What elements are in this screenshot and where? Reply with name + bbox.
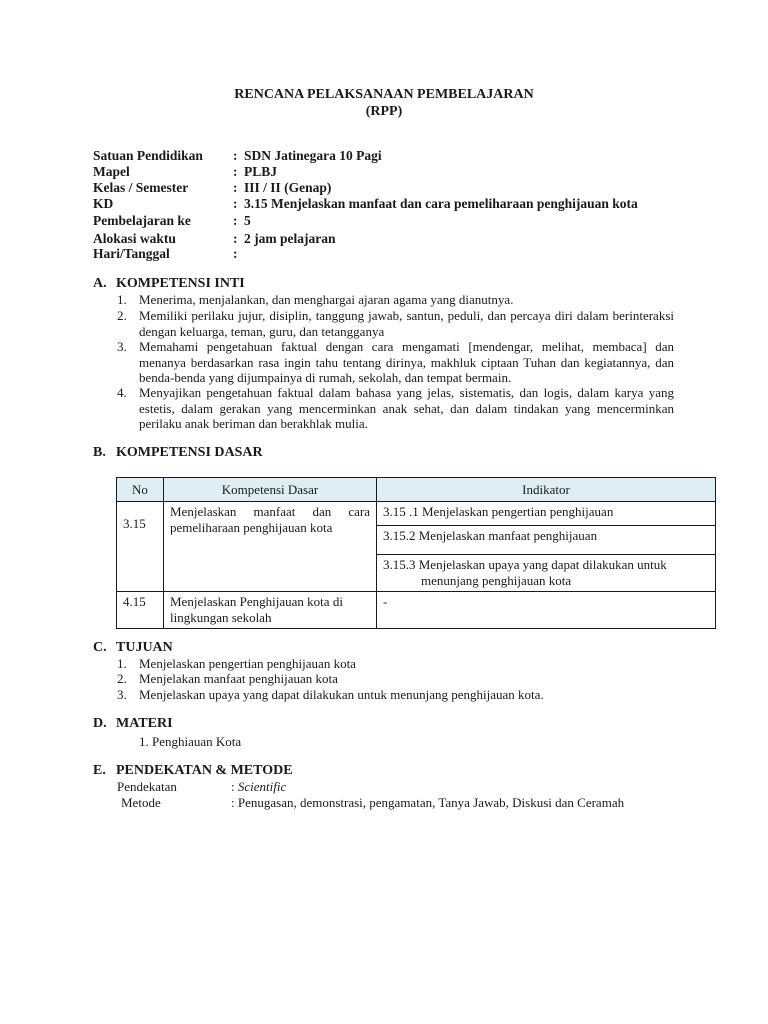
table-cell-no: 4.15 (117, 592, 164, 629)
section-e-heading (93, 763, 293, 779)
kompetensi-dasar-table (116, 477, 716, 629)
materi-item: 1. Penghiauan Kota (139, 734, 242, 749)
list-number: 4. (117, 385, 127, 400)
pendekatan-value (231, 779, 286, 795)
identity-colon: : (233, 231, 238, 246)
list-item: Menjelaskan upaya yang dapat dilakukan untuk menunjang penghijauan kota. (139, 687, 544, 702)
list-item: Menyajikan pengetahuan faktual dalam bahasa yang jelas, sistematis, dan logis, dalam karya yang estetis, dalam gerakan yang mencerminkan anak sehat, dan dalam tindakan yang mencerminkan perilaku anak beriman dan berakhlak mulia. (139, 385, 674, 431)
section-c-heading (93, 640, 173, 656)
list-number: 2. (117, 308, 127, 323)
list-number: 3. (117, 687, 127, 702)
identity-value: 3.15 Menjelaskan manfaat dan cara pemeliharaan penghijauan kota (244, 196, 638, 211)
section-a-heading (93, 276, 245, 292)
identity-value: 2 jam pelajaran (244, 231, 336, 246)
identity-colon: : (233, 148, 238, 163)
table-cell-indicator: 3.15.2 Menjelaskan manfaat penghijauan (377, 526, 716, 555)
identity-value: 5 (244, 213, 251, 228)
section-letter: A. (93, 276, 107, 291)
identity-colon: : (233, 213, 238, 228)
identity-label: KD (93, 196, 114, 211)
document-subtitle: (RPP) (365, 104, 403, 119)
section-b-heading (93, 445, 263, 461)
identity-label: Mapel (93, 164, 130, 179)
identity-colon: : (233, 196, 238, 211)
section-letter: C. (93, 640, 107, 655)
table-header-cell: Indikator (377, 478, 716, 502)
pendekatan-value-text: : Scientific (231, 779, 287, 794)
identity-label: Hari/Tanggal (93, 246, 170, 261)
table-row (117, 592, 716, 629)
identity-label: Satuan Pendidikan (93, 148, 203, 163)
section-title: KOMPETENSI DASAR (116, 445, 263, 460)
list-item: Menjelakan manfaat penghijauan kota (139, 671, 338, 686)
table-header-row (117, 478, 716, 502)
table-cell-indicator (377, 555, 716, 592)
table-header-cell: No (117, 478, 164, 502)
section-d-heading (93, 716, 173, 732)
identity-label: Kelas / Semester (93, 180, 189, 195)
table-header-cell: Kompetensi Dasar (164, 478, 377, 502)
indicator-text-continued: menunjang penghijauan kota (421, 573, 572, 588)
section-letter: E. (93, 763, 106, 778)
table-cell-indicator: 3.15 .1 Menjelaskan pengertian penghijauan (377, 502, 716, 526)
list-item: Memiliki perilaku jujur, disiplin, tanggung jawab, santun, peduli, dan percaya diri dalam berinteraksi dengan keluarga, teman, guru, dan tetangganya (139, 308, 674, 339)
table-row (117, 502, 716, 526)
table-cell-kd: Menjelaskan manfaat dan cara pemeliharaan penghijauan kota (164, 502, 377, 592)
section-letter: D. (93, 716, 107, 731)
identity-colon: : (233, 246, 238, 261)
list-number: 3. (117, 339, 127, 354)
table-cell-no: 3.15 (117, 502, 164, 592)
pendekatan-value-italic: Scientific (237, 779, 287, 794)
list-number: 1. (117, 656, 127, 671)
section-title: TUJUAN (116, 640, 173, 655)
list-number: 2. (117, 671, 127, 686)
identity-label: Pembelajaran ke (93, 213, 191, 228)
identity-label: Alokasi waktu (93, 231, 176, 246)
document-title: RENCANA PELAKSANAAN PEMBELAJARAN (234, 87, 534, 102)
identity-value: SDN Jatinegara 10 Pagi (244, 148, 382, 163)
section-title: MATERI (116, 716, 173, 731)
list-item: Menerima, menjalankan, dan menghargai ajaran agama yang dianutnya. (139, 292, 514, 307)
metode-value: : Penugasan, demonstrasi, pengamatan, Tanya Jawab, Diskusi dan Ceramah (231, 795, 625, 810)
section-title: KOMPETENSI INTI (116, 276, 245, 291)
identity-colon: : (233, 180, 238, 195)
table-cell-kd: Menjelaskan Penghijauan kota di lingkungan sekolah (164, 592, 377, 629)
section-title: PENDEKATAN & METODE (116, 763, 293, 778)
list-number: 1. (117, 292, 127, 307)
indicator-text: 3.15.3 Menjelaskan upaya yang dapat dilakukan untuk (383, 557, 667, 572)
table-cell-indicator: - (377, 592, 716, 629)
metode-label: Metode (121, 795, 161, 810)
identity-value: III / II (Genap) (244, 180, 332, 195)
identity-colon: : (233, 164, 238, 179)
list-item: Memahami pengetahuan faktual dengan cara mengamati [mendengar, melihat, membaca] dan menanya berdasarkan rasa ingin tahu tentang dirinya, makhluk ciptaan Tuhan dan kegiatannya, dan benda-benda yang dijumpainya di rumah, sekolah, dan tempat bermain. (139, 339, 674, 385)
identity-value: PLBJ (244, 164, 278, 179)
section-letter: B. (93, 445, 106, 460)
list-item: Menjelaskan pengertian penghijauan kota (139, 656, 356, 671)
pendekatan-label: Pendekatan (117, 779, 177, 794)
